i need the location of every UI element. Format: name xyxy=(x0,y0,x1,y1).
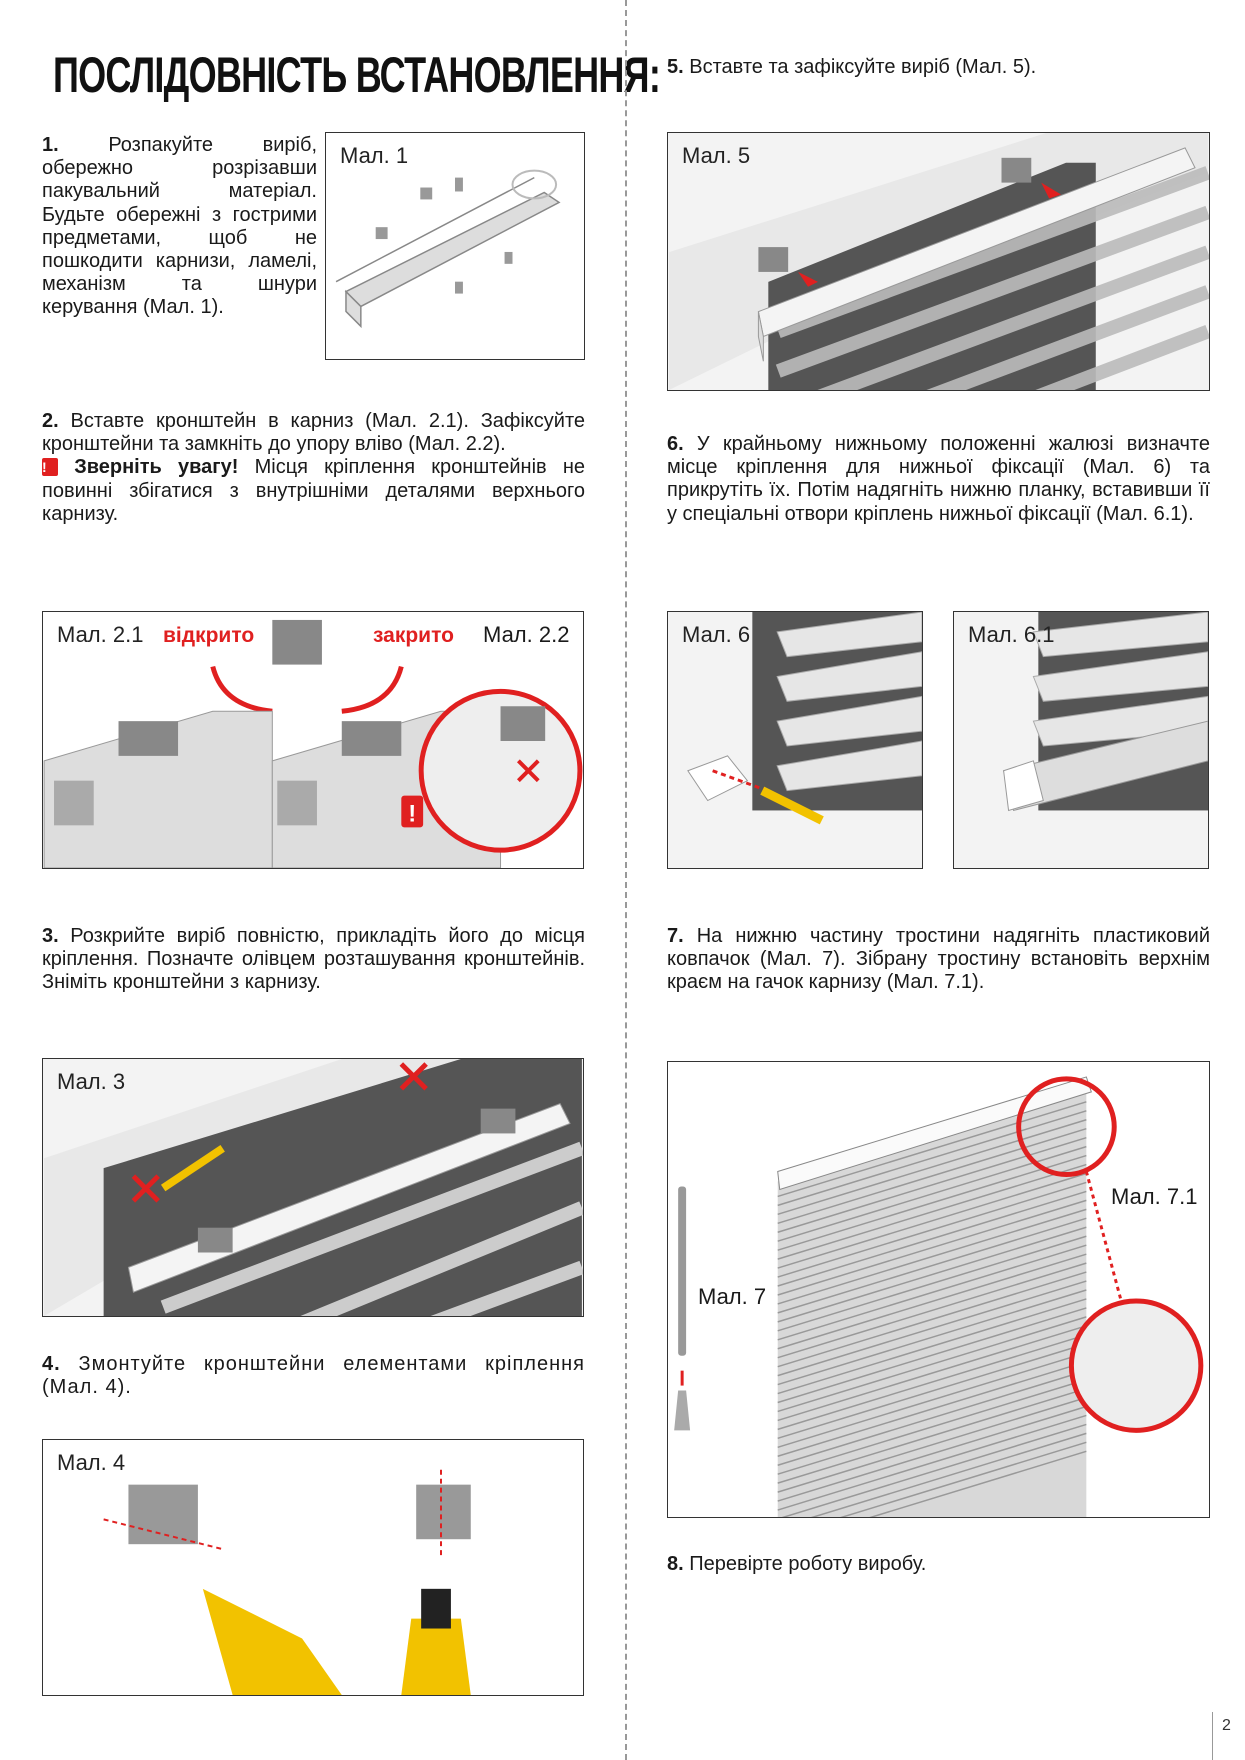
figure-caption: Мал. 7.1 xyxy=(1111,1184,1198,1209)
figure-caption: Мал. 5 xyxy=(682,143,751,168)
figure-6 xyxy=(667,611,923,869)
step-8: 8. Перевірте роботу виробу. xyxy=(667,1553,927,1575)
page-title: ПОСЛІДОВНІСТЬ ВСТАНОВЛЕННЯ: xyxy=(53,47,661,103)
step-2: 2. Вставте кронштейн в карниз (Мал. 2.1). Зафіксуйте кронштейни та замкніть до упору вліво (Мал. 2.2). ! Зверніть увагу! Місця кріплення кронштейнів не повинні збігатися з внутрішніми деталями верхнього карнизу. xyxy=(42,410,585,525)
warning-icon: ! xyxy=(42,458,58,476)
column-divider xyxy=(625,0,627,1760)
figure-4 xyxy=(42,1439,584,1696)
page-number: 2 xyxy=(1222,1717,1231,1734)
figure-caption: Мал. 4 xyxy=(57,1450,126,1475)
figure-caption: Мал. 6.1 xyxy=(968,622,1055,647)
step-5: 5. Вставте та зафіксуйте виріб (Мал. 5). xyxy=(667,56,1037,78)
page-number-divider xyxy=(1212,1712,1213,1760)
figure-5 xyxy=(667,132,1210,391)
figure-caption: Мал. 3 xyxy=(57,1069,126,1094)
step-1: 1. Розпакуйте виріб, обережно розрізавши пакувальний матеріал. Будьте обережні з гострими предметами, щоб не пошкодити карнизи, ламелі, механізм та шнури керування (Мал. 1). xyxy=(42,134,317,319)
figure-6-1 xyxy=(953,611,1209,869)
label-closed: закрито xyxy=(373,624,454,647)
step-3: 3. Розкрийте виріб повністю, прикладіть його до місця кріплення. Позначте олівцем розташування кронштейнів. Зніміть кронштейни з карнизу. xyxy=(42,925,585,994)
svg-text:!: ! xyxy=(408,800,417,828)
figure-caption: Мал. 6 xyxy=(682,622,751,647)
figure-1 xyxy=(325,132,585,360)
figure-caption: Мал. 1 xyxy=(340,143,409,168)
figure-caption: Мал. 2.1 xyxy=(57,622,144,647)
label-open: відкрито xyxy=(163,624,255,647)
figure-2 xyxy=(42,611,584,869)
figure-caption: Мал. 2.2 xyxy=(483,622,570,647)
figure-3 xyxy=(42,1058,584,1317)
figure-7 xyxy=(667,1061,1210,1518)
figure-caption: Мал. 7 xyxy=(698,1284,767,1309)
step-4: 4. Змонтуйте кронштейни елементами кріплення (Мал. 4). xyxy=(42,1353,586,1399)
step-7: 7. На нижню частину тростини надягніть пластиковий ковпачок (Мал. 7). Зібрану тростину встановіть верхнім краєм на гачок карнизу (Мал. 7.1). xyxy=(667,925,1210,994)
step-6: 6. У крайньому нижньому положенні жалюзі визначте місце кріплення для нижньої фіксації (Мал. 6) та прикрутіть їх. Потім надягніть нижню планку, вставивши її у спеціальні отвори кріплень нижньої фіксації (Мал. 6.1). xyxy=(667,433,1210,525)
